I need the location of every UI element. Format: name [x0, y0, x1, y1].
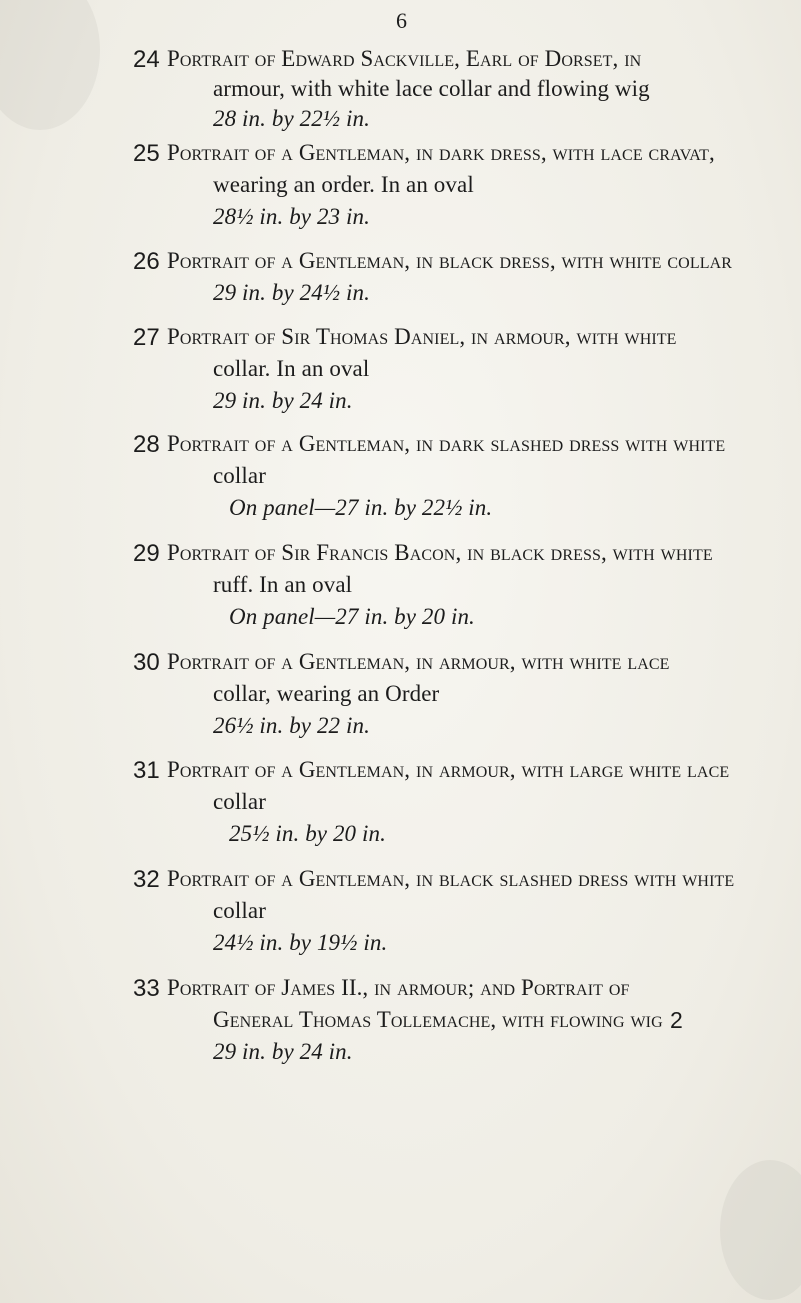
lot-dimensions: On panel—27 in. by 22½ in. [229, 495, 493, 520]
lot-description: collar. In an oval [213, 356, 370, 381]
lot-description: ruff. In an oval [213, 572, 353, 597]
lot-description: collar [213, 789, 266, 814]
lot-number: 33 [133, 975, 160, 1002]
lot-dimensions: 29 in. by 24½ in. [213, 280, 370, 305]
lot-description: collar, wearing an Order [213, 681, 440, 706]
lot-dimensions: On panel—27 in. by 20 in. [229, 604, 475, 629]
lot-description: General Thomas Tollemache, with flowing wig [213, 1007, 663, 1032]
lot-title: Portrait of a Gentleman, in dark dress, with lace cravat, [167, 140, 715, 165]
lot-title: Portrait of Sir Thomas Daniel, in armour, with white [167, 324, 677, 349]
lot-dimensions: 26½ in. by 22 in. [213, 713, 370, 738]
lot-dimensions: 28 in. by 22½ in. [213, 106, 370, 131]
paper-stain [0, 0, 100, 130]
page-number: 6 [396, 8, 407, 33]
lot-title: Portrait of Sir Francis Bacon, in black dress, with white [167, 540, 713, 565]
paper-stain [720, 1160, 801, 1300]
lot-number: 31 [133, 757, 160, 784]
lot-number: 25 [133, 140, 160, 167]
lot-quantity: 2 [670, 1007, 683, 1033]
lot-number: 24 [133, 46, 160, 73]
lot-number: 29 [133, 540, 160, 567]
lot-number: 26 [133, 248, 160, 275]
lot-dimensions: 24½ in. by 19½ in. [213, 930, 388, 955]
lot-title: Portrait of a Gentleman, in armour, with white lace [167, 649, 670, 674]
lot-title: Portrait of James II., in armour; and Portrait of [167, 975, 630, 1000]
lot-dimensions: 29 in. by 24 in. [213, 1039, 353, 1064]
lot-title: Portrait of a Gentleman, in black dress, with white collar [167, 248, 733, 273]
lot-dimensions: 29 in. by 24 in. [213, 388, 353, 413]
lot-description: collar [213, 463, 266, 488]
lot-description: armour, with white lace collar and flowing wig [213, 76, 650, 101]
lot-dimensions: 25½ in. by 20 in. [229, 821, 386, 846]
lot-title: Portrait of a Gentleman, in black slashed dress with white [167, 866, 735, 891]
lot-title: Portrait of a Gentleman, in armour, with large white lace [167, 757, 730, 782]
lot-title: Portrait of a Gentleman, in dark slashed dress with white [167, 431, 726, 456]
lot-number: 28 [133, 431, 160, 458]
lot-dimensions: 28½ in. by 23 in. [213, 204, 370, 229]
lot-number: 27 [133, 324, 160, 351]
lot-number: 30 [133, 649, 160, 676]
lot-title: Portrait of Edward Sackville, Earl of Dorset, in [167, 46, 642, 71]
lot-number: 32 [133, 866, 160, 893]
lot-description: wearing an order. In an oval [213, 172, 474, 197]
lot-description: collar [213, 898, 266, 923]
